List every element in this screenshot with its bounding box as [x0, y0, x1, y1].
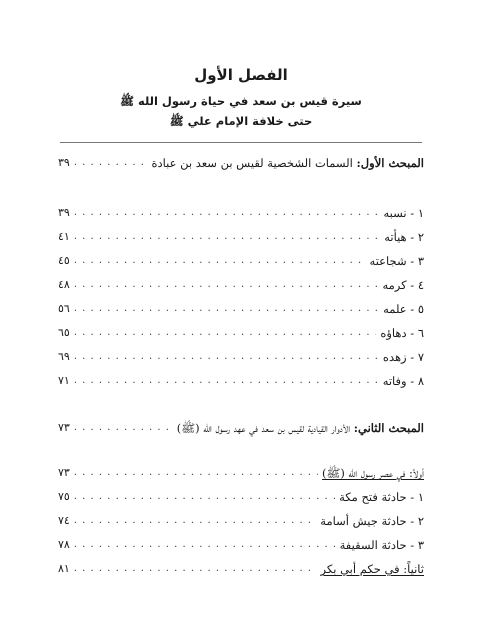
- leader-dots: [74, 489, 335, 505]
- toc-item[interactable]: [58, 301, 424, 317]
- toc-item[interactable]: [58, 373, 424, 389]
- page-number: ٧١: [58, 374, 70, 387]
- leader-dots: [74, 513, 316, 529]
- section-prefix: المبحث الثاني:: [353, 421, 424, 435]
- leader-dots: [74, 205, 380, 221]
- page-number: ٧٣: [58, 421, 70, 434]
- page-number: ٣٩: [58, 206, 70, 219]
- leader-dots: [74, 229, 380, 245]
- item-label: ٣ - شجاعته: [369, 254, 424, 268]
- page-number: ٦٥: [58, 326, 70, 339]
- item-label: ٣ - حادثة السقيفة: [339, 538, 424, 552]
- page-number: ٤١: [58, 230, 70, 243]
- leader-dots: [74, 537, 336, 553]
- toc-item[interactable]: [58, 561, 424, 577]
- toc-item[interactable]: [58, 489, 424, 505]
- toc-section-1[interactable]: [58, 155, 424, 171]
- toc-item[interactable]: [58, 513, 424, 529]
- leader-dots: [74, 253, 366, 269]
- leader-dots: [74, 561, 317, 577]
- item-label: أولاً: في عصر رسول الله (ﷺ): [322, 466, 424, 480]
- toc-item[interactable]: [58, 465, 424, 481]
- item-label: ٧ - زهده: [382, 350, 424, 364]
- item-label: ٨ - وفاته: [382, 374, 424, 388]
- item-label: ٢ - هيأته: [384, 230, 424, 244]
- leader-dots: [74, 465, 318, 481]
- item-label: ١ - نسبه: [383, 206, 424, 220]
- page-number: ٥٦: [58, 302, 70, 315]
- leader-dots: [74, 420, 173, 436]
- toc-section-2[interactable]: [58, 420, 424, 436]
- leader-dots: [74, 325, 377, 341]
- toc-item[interactable]: [58, 205, 424, 221]
- chapter-subtitle-line2: حتى خلافة الإمام علي ﷺ: [169, 114, 313, 128]
- page-number: ٧٥: [58, 490, 70, 503]
- leader-dots: [74, 277, 379, 293]
- divider: [60, 142, 422, 143]
- section-prefix: المبحث الأول:: [356, 156, 424, 170]
- page-number: ٨١: [58, 562, 70, 575]
- leader-dots: [74, 301, 379, 317]
- page-number: ٧٤: [58, 514, 70, 527]
- toc-item[interactable]: [58, 325, 424, 341]
- chapter-title: الفصل الأول: [194, 66, 288, 84]
- item-label: ثانياً: في حكم أبي بكر: [320, 562, 424, 576]
- leader-dots: [74, 349, 379, 365]
- page-number: ٧٨: [58, 538, 70, 551]
- item-label: ١ - حادثة فتح مكة: [339, 490, 424, 504]
- toc-item[interactable]: [58, 253, 424, 269]
- toc-item[interactable]: [58, 537, 424, 553]
- chapter-subtitle-line1: سيرة قيس بن سعد في حياة رسول الله ﷺ: [120, 94, 362, 108]
- page-number: ٦٩: [58, 350, 70, 363]
- toc-item[interactable]: [58, 277, 424, 293]
- section-title: الأدوار القيادية لقيس بن سعد في عهد رسول الله (ﷺ): [176, 421, 354, 435]
- toc-item[interactable]: [58, 229, 424, 245]
- section-title: السمات الشخصية لقيس بن سعد بن عبادة: [151, 156, 357, 170]
- toc-item[interactable]: [58, 349, 424, 365]
- item-label: ٥ - علمه: [383, 302, 424, 316]
- page-number: ٤٨: [58, 278, 70, 291]
- item-label: ٦ - دهاؤه: [380, 326, 424, 340]
- page-number: ٧٣: [58, 466, 70, 479]
- page-number: ٤٥: [58, 254, 70, 267]
- page-number: ٣٩: [58, 156, 70, 169]
- item-label: ٤ - كرمه: [382, 278, 424, 292]
- leader-dots: [74, 155, 148, 171]
- leader-dots: [74, 373, 379, 389]
- item-label: ٢ - حادثة جيش أسامة: [320, 514, 424, 528]
